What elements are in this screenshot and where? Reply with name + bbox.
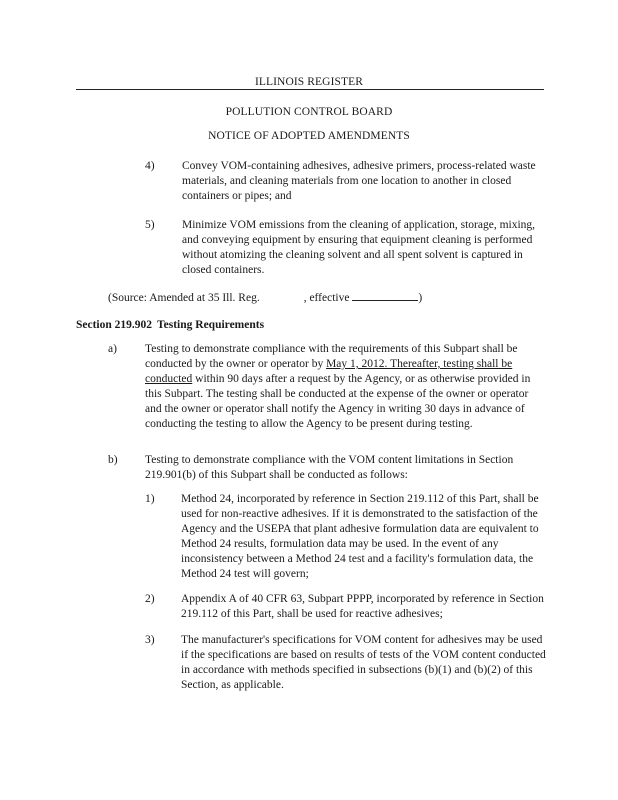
source-suffix: ) (418, 292, 423, 304)
list-item (145, 592, 546, 622)
item-number: 2) (145, 593, 155, 605)
list-item (145, 159, 545, 204)
effective-date-blank (352, 289, 418, 301)
item-number: 1) (145, 493, 155, 505)
source-effective: , effective (303, 292, 350, 304)
item-text: Appendix A of 40 CFR 63, Subpart PPPP, incorporated by reference in Section 219.112 of this Part, shall be used for reactive adhesives; (181, 593, 544, 620)
source-note (108, 289, 528, 306)
section-title: Testing Requirements (157, 319, 265, 331)
register-header: ILLINOIS REGISTER (254, 76, 364, 88)
paragraph-text-part: within 90 days after a request by the Agency, or as otherwise provided in this Subpart. The testing shall be conducted at the expense of the owner or operator and the owner or operator shall notify the Agency in writing 30 days in advance of conducting the testing to allow the Agency to be present during testing. (145, 373, 531, 430)
list-item (145, 633, 546, 693)
paragraph-text-part: Testing to demonstrate compliance with the requirements of this Subpart shall be conducted by the owner or operator by (145, 343, 518, 370)
source-prefix: (Source: Amended at 35 Ill. Reg. (108, 292, 260, 304)
item-number: 5) (145, 219, 155, 231)
section-heading (76, 318, 264, 333)
item-number: 4) (145, 160, 155, 172)
item-text: Minimize VOM emissions from the cleaning of application, storage, mixing, and conveying equipment by ensuring that equipment cleaning is performed without atomizing the cleaning solvent and all spent solvent is captured in closed containers. (182, 219, 536, 276)
header-rule (76, 89, 544, 90)
paragraph-text: Testing to demonstrate compliance with the VOM content limitations in Section 219.901(b) of this Subpart shall be conducted as follows: (145, 454, 514, 481)
section-number: Section 219.902 (76, 319, 153, 331)
paragraph-a (108, 342, 546, 432)
underlined-amendment: May 1, 2012. Thereafter, testing shall be conducted (145, 358, 513, 385)
paragraph-b (108, 453, 546, 483)
paragraph-label: b) (108, 454, 118, 466)
item-text: Convey VOM-containing adhesives, adhesive primers, process-related waste materials, and cleaning materials from one location to another in closed containers or pipes; and (182, 160, 536, 202)
paragraph-text (145, 342, 546, 432)
notice-title: NOTICE OF ADOPTED AMENDMENTS (208, 130, 410, 142)
list-item (145, 218, 545, 278)
paragraph-label: a) (108, 343, 117, 355)
item-text: The manufacturer's specifications for VOM content for adhesives may be used if the specifications are based on results of tests of the VOM content conducted in accordance with methods specified in subsections (b)(1) and (b)(2) of this Section, as applicable. (181, 634, 546, 691)
board-name: POLLUTION CONTROL BOARD (225, 106, 393, 118)
item-text: Method 24, incorporated by reference in Section 219.112 of this Part, shall be used for non-reactive adhesives. If it is demonstrated to the satisfaction of the Agency and the USEPA that plant adhesive formulation data are equivalent to Method 24 results, formulation data may be used. In the event of any inconsistency between a Method 24 test and a facility's formulation data, the Method 24 test will govern; (181, 493, 539, 580)
list-item (145, 492, 546, 582)
item-number: 3) (145, 634, 155, 646)
